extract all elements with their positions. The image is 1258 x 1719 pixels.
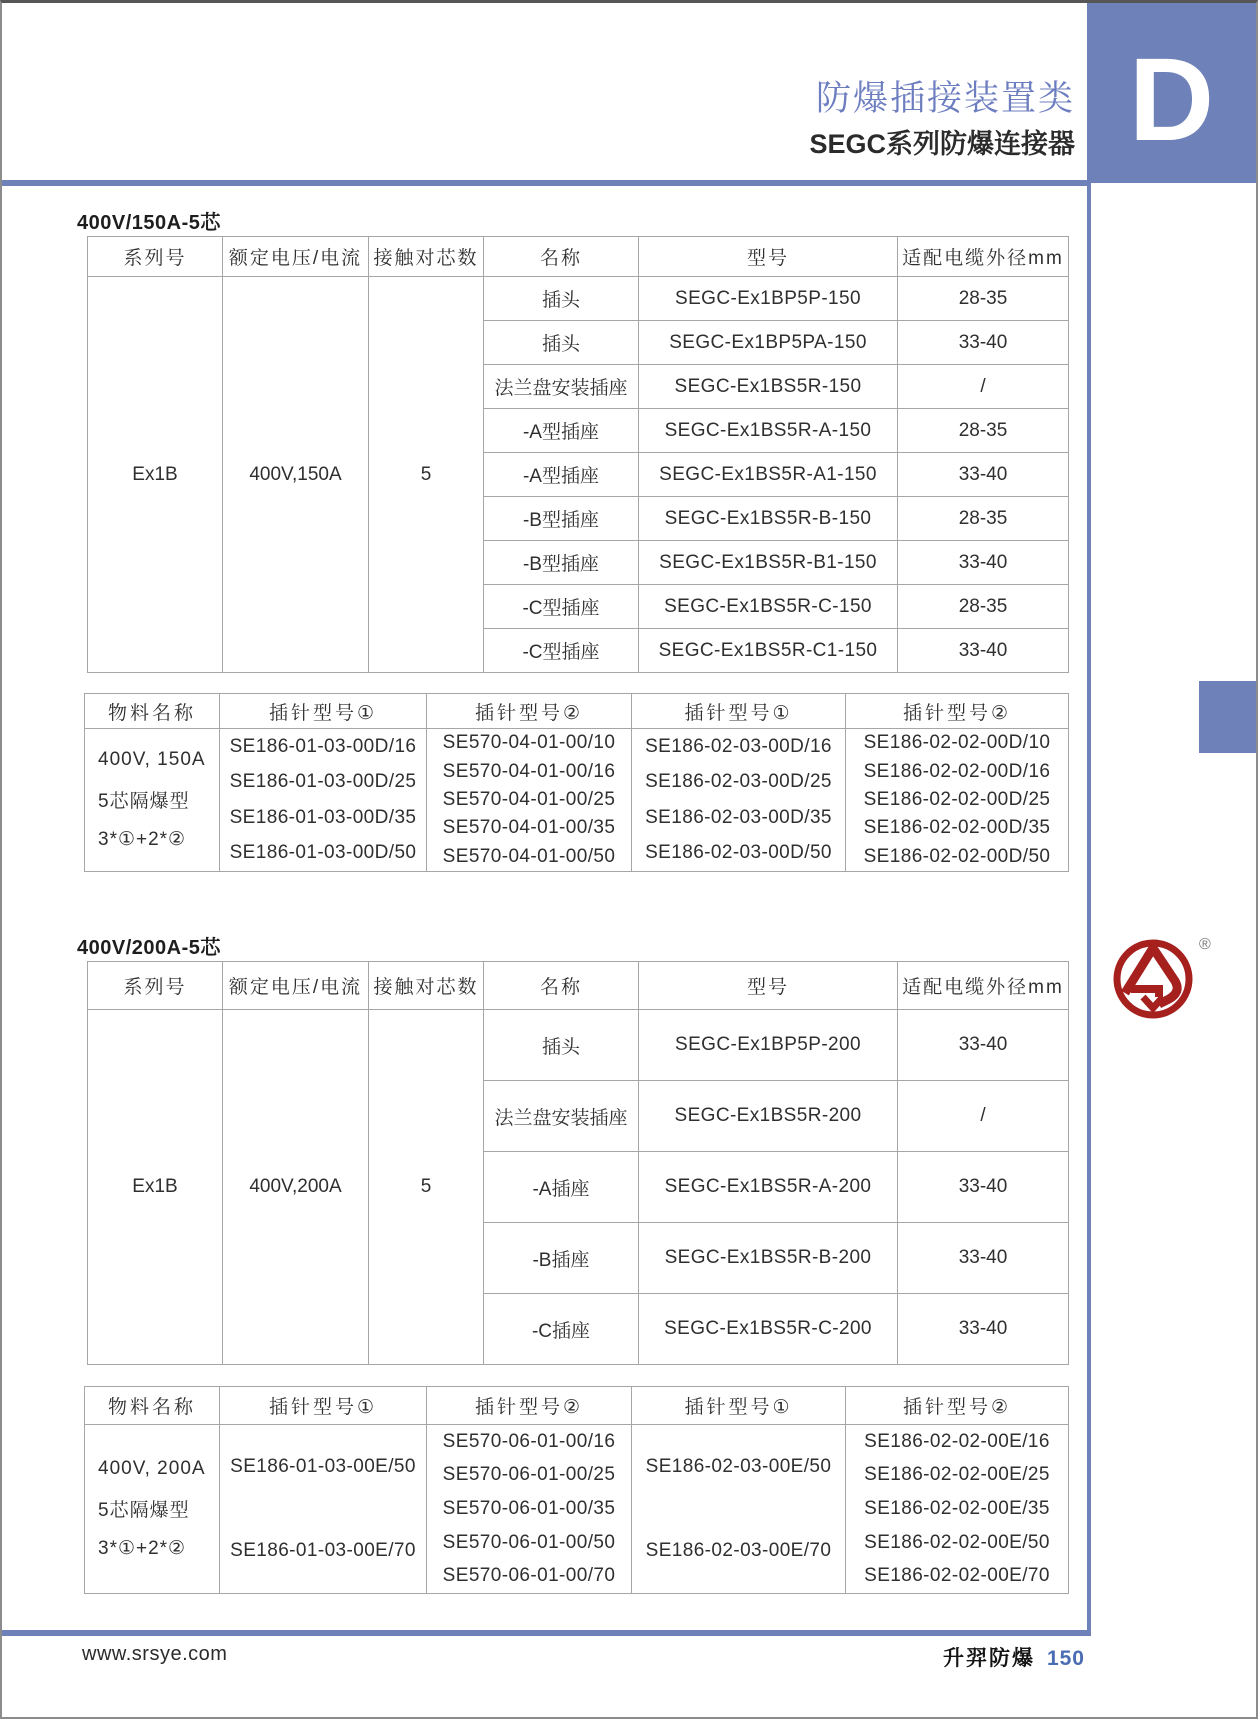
footer-divider bbox=[2, 1630, 1091, 1636]
material-cell bbox=[85, 1425, 220, 1594]
col-header-pin2: 插针型号② bbox=[427, 694, 632, 729]
col-header-pin1b: 插针型号① bbox=[632, 694, 846, 729]
spec-series-cell: Ex1B bbox=[88, 277, 223, 673]
pin-model: SE570-04-01-00/10 bbox=[442, 732, 616, 754]
pin-models-cell bbox=[427, 1425, 632, 1594]
pin-model: SE186-02-02-00D/50 bbox=[863, 845, 1051, 867]
pin-model-stack bbox=[632, 729, 845, 871]
pin-model: SE186-02-03-00D/50 bbox=[645, 842, 832, 864]
header-divider bbox=[2, 180, 1091, 186]
pin-model: SE186-01-03-00D/25 bbox=[229, 771, 417, 793]
pin-models-cell bbox=[632, 729, 846, 872]
pin-model-stack bbox=[632, 1425, 845, 1593]
pin-model: SE186-02-03-00E/70 bbox=[645, 1540, 832, 1561]
right-side-tab bbox=[1199, 681, 1256, 753]
material-line: 400V, 150A bbox=[98, 749, 206, 770]
category-title: 防爆插接装置类 bbox=[815, 79, 1075, 118]
pin-model: SE570-04-01-00/16 bbox=[442, 760, 616, 782]
pin-model: SE186-01-03-00E/50 bbox=[230, 1456, 416, 1477]
pin-model: SE570-06-01-00/35 bbox=[442, 1497, 616, 1519]
spec-cable-cell: 33-40 bbox=[898, 1294, 1069, 1365]
spec-model-cell: SEGC-Ex1BP5P-200 bbox=[639, 1010, 898, 1081]
col-header-pin2b: 插针型号② bbox=[846, 1387, 1069, 1425]
col-header-pin1: 插针型号① bbox=[220, 694, 427, 729]
col-header-pin2: 插针型号② bbox=[427, 1387, 632, 1425]
spec-cable-cell: 33-40 bbox=[898, 1010, 1069, 1081]
pin-models-cell bbox=[220, 729, 427, 872]
col-header-series: 系列号 bbox=[88, 962, 223, 1010]
col-header-rating: 额定电压/电流 bbox=[223, 962, 369, 1010]
material-line: 400V, 200A bbox=[98, 1458, 206, 1479]
spec-cable-cell: 33-40 bbox=[898, 453, 1069, 497]
spec-model-cell: SEGC-Ex1BS5R-C-150 bbox=[639, 585, 898, 629]
spec-name-cell: -C插座 bbox=[484, 1294, 639, 1365]
col-header-pin2b: 插针型号② bbox=[846, 694, 1069, 729]
material-line: 5芯隔爆型 bbox=[98, 1500, 190, 1521]
pin-model: SE186-01-03-00E/70 bbox=[230, 1540, 416, 1561]
pin-model: SE186-01-03-00D/50 bbox=[229, 842, 417, 864]
spec-rating-cell: 400V,150A bbox=[223, 277, 369, 673]
spec-name-cell: -B型插座 bbox=[484, 497, 639, 541]
pin-model-stack bbox=[846, 729, 1068, 871]
spec-cable-cell: / bbox=[898, 365, 1069, 409]
pin-model: SE186-02-02-00D/10 bbox=[863, 732, 1051, 754]
pin-model: SE570-06-01-00/70 bbox=[442, 1565, 616, 1587]
pin-models-cell bbox=[220, 1425, 427, 1594]
spec-cable-cell: 28-35 bbox=[898, 585, 1069, 629]
pin-row bbox=[85, 729, 1069, 872]
col-header-pin1: 插针型号① bbox=[220, 1387, 427, 1425]
pin-models-cell bbox=[632, 1425, 846, 1594]
spec-cable-cell: / bbox=[898, 1081, 1069, 1152]
spec-cable-cell: 28-35 bbox=[898, 497, 1069, 541]
spec-name-cell: -B插座 bbox=[484, 1223, 639, 1294]
material-line: 3*①+2*② bbox=[98, 829, 187, 850]
page-number: 150 bbox=[1046, 1647, 1085, 1670]
pin-models-cell bbox=[846, 1425, 1069, 1594]
right-vertical-rule bbox=[1087, 183, 1091, 1636]
spec-header-row bbox=[88, 237, 1069, 277]
brand-name: 升羿防爆 bbox=[942, 1647, 1035, 1670]
spec-name-cell: -A型插座 bbox=[484, 453, 639, 497]
spec-name-cell: -C型插座 bbox=[484, 585, 639, 629]
col-header-material: 物料名称 bbox=[85, 694, 220, 729]
spec-name-cell: 法兰盘安装插座 bbox=[484, 1081, 639, 1152]
col-header-material: 物料名称 bbox=[85, 1387, 220, 1425]
logo-vee bbox=[1143, 997, 1163, 1008]
pin-model-stack bbox=[220, 1425, 426, 1593]
spec-cable-cell: 33-40 bbox=[898, 629, 1069, 673]
pin-models-cell bbox=[846, 729, 1069, 872]
pin-model: SE186-02-02-00E/35 bbox=[864, 1497, 1050, 1519]
spec-cable-cell: 33-40 bbox=[898, 1152, 1069, 1223]
pin-model: SE186-02-02-00E/70 bbox=[864, 1565, 1050, 1587]
col-header-rating: 额定电压/电流 bbox=[223, 237, 369, 277]
pin-model: SE186-01-03-00D/35 bbox=[229, 806, 417, 828]
spec-row bbox=[88, 277, 1069, 321]
spec-table-200a bbox=[87, 961, 1069, 1365]
spec-model-cell: SEGC-Ex1BS5R-C1-150 bbox=[639, 629, 898, 673]
spec-name-cell: 插头 bbox=[484, 1010, 639, 1081]
spec-series-cell: Ex1B bbox=[88, 1010, 223, 1365]
material-line: 5芯隔爆型 bbox=[98, 791, 190, 812]
pin-model: SE570-06-01-00/25 bbox=[442, 1464, 616, 1486]
spec-cable-cell: 33-40 bbox=[898, 1223, 1069, 1294]
spec-cores-cell: 5 bbox=[369, 1010, 484, 1365]
pin-model-stack bbox=[427, 1425, 631, 1593]
pin-row bbox=[85, 1425, 1069, 1594]
spec-model-cell: SEGC-Ex1BS5R-C-200 bbox=[639, 1294, 898, 1365]
col-header-model: 型号 bbox=[639, 237, 898, 277]
spec-model-cell: SEGC-Ex1BP5P-150 bbox=[639, 277, 898, 321]
pin-model: SE570-06-01-00/50 bbox=[442, 1531, 616, 1553]
pin-model: SE186-02-02-00D/16 bbox=[863, 760, 1051, 782]
spec-cable-cell: 28-35 bbox=[898, 277, 1069, 321]
spec-model-cell: SEGC-Ex1BS5R-200 bbox=[639, 1081, 898, 1152]
spec-name-cell: -A型插座 bbox=[484, 409, 639, 453]
footer-brand-line bbox=[943, 1642, 1085, 1672]
spec-cable-cell: 28-35 bbox=[898, 409, 1069, 453]
section-letter: D bbox=[1128, 34, 1215, 166]
spec-name-cell: -B型插座 bbox=[484, 541, 639, 585]
website-url: www.srsye.com bbox=[82, 1643, 228, 1665]
pin-header-row bbox=[85, 1387, 1069, 1425]
col-header-series: 系列号 bbox=[88, 237, 223, 277]
series-subtitle: SEGC系列防爆连接器 bbox=[809, 129, 1075, 159]
spec-model-cell: SEGC-Ex1BS5R-B-150 bbox=[639, 497, 898, 541]
pin-model: SE570-06-01-00/16 bbox=[442, 1430, 616, 1452]
pin-model: SE570-04-01-00/35 bbox=[442, 817, 616, 839]
spec-model-cell: SEGC-Ex1BS5R-A1-150 bbox=[639, 453, 898, 497]
col-header-cores: 接触对芯数 bbox=[369, 962, 484, 1010]
spec-model-cell: SEGC-Ex1BS5R-A-200 bbox=[639, 1152, 898, 1223]
spec-model-cell: SEGC-Ex1BS5R-B-200 bbox=[639, 1223, 898, 1294]
section-title-200a: 400V/200A-5芯 bbox=[77, 937, 221, 959]
spec-name-cell: -C型插座 bbox=[484, 629, 639, 673]
pin-header-row bbox=[85, 694, 1069, 729]
col-header-cable: 适配电缆外径mm bbox=[898, 237, 1069, 277]
spec-name-cell: 插头 bbox=[484, 277, 639, 321]
pin-model: SE186-02-02-00D/35 bbox=[863, 817, 1051, 839]
pin-model: SE570-04-01-00/25 bbox=[442, 788, 616, 810]
registered-mark: ® bbox=[1199, 936, 1211, 953]
pin-model-stack bbox=[220, 729, 426, 871]
section-letter-block bbox=[1087, 3, 1256, 183]
pin-model: SE186-02-03-00D/25 bbox=[645, 771, 832, 793]
spec-cable-cell: 33-40 bbox=[898, 321, 1069, 365]
spec-cores-cell: 5 bbox=[369, 277, 484, 673]
pin-model: SE570-04-01-00/50 bbox=[442, 845, 616, 867]
pin-model: SE186-02-03-00E/50 bbox=[645, 1456, 832, 1477]
col-header-name: 名称 bbox=[484, 237, 639, 277]
spec-row bbox=[88, 1010, 1069, 1081]
pin-models-cell bbox=[427, 729, 632, 872]
pin-model-stack bbox=[427, 729, 631, 871]
pin-model-stack bbox=[846, 1425, 1068, 1593]
pin-model: SE186-01-03-00D/16 bbox=[229, 735, 417, 757]
spec-cable-cell: 33-40 bbox=[898, 541, 1069, 585]
pin-model: SE186-02-02-00E/25 bbox=[864, 1464, 1050, 1486]
pin-model: SE186-02-02-00D/25 bbox=[863, 788, 1051, 810]
material-cell bbox=[85, 729, 220, 872]
material-stack bbox=[85, 729, 219, 871]
pin-table-200a bbox=[84, 1386, 1069, 1594]
col-header-cable: 适配电缆外径mm bbox=[898, 962, 1069, 1010]
logo-peak bbox=[1125, 948, 1177, 1004]
section-title-150a: 400V/150A-5芯 bbox=[77, 212, 221, 234]
pin-model: SE186-02-03-00D/35 bbox=[645, 806, 832, 828]
material-line: 3*①+2*② bbox=[98, 1538, 187, 1559]
pin-model: SE186-02-03-00D/16 bbox=[645, 735, 832, 757]
spec-header-row bbox=[88, 962, 1069, 1010]
spec-name-cell: 插头 bbox=[484, 321, 639, 365]
col-header-cores: 接触对芯数 bbox=[369, 237, 484, 277]
pin-model: SE186-02-02-00E/16 bbox=[864, 1430, 1050, 1452]
pin-model: SE186-02-02-00E/50 bbox=[864, 1531, 1050, 1553]
spec-model-cell: SEGC-Ex1BS5R-150 bbox=[639, 365, 898, 409]
col-header-model: 型号 bbox=[639, 962, 898, 1010]
spec-model-cell: SEGC-Ex1BS5R-A-150 bbox=[639, 409, 898, 453]
material-stack bbox=[85, 1425, 219, 1593]
spec-table-150a bbox=[87, 236, 1069, 673]
spec-model-cell: SEGC-Ex1BS5R-B1-150 bbox=[639, 541, 898, 585]
col-header-name: 名称 bbox=[484, 962, 639, 1010]
company-logo bbox=[1107, 931, 1217, 1026]
spec-model-cell: SEGC-Ex1BP5PA-150 bbox=[639, 321, 898, 365]
spec-rating-cell: 400V,200A bbox=[223, 1010, 369, 1365]
col-header-pin1b: 插针型号① bbox=[632, 1387, 846, 1425]
pin-table-150a bbox=[84, 693, 1069, 872]
spec-name-cell: -A插座 bbox=[484, 1152, 639, 1223]
spec-name-cell: 法兰盘安装插座 bbox=[484, 365, 639, 409]
